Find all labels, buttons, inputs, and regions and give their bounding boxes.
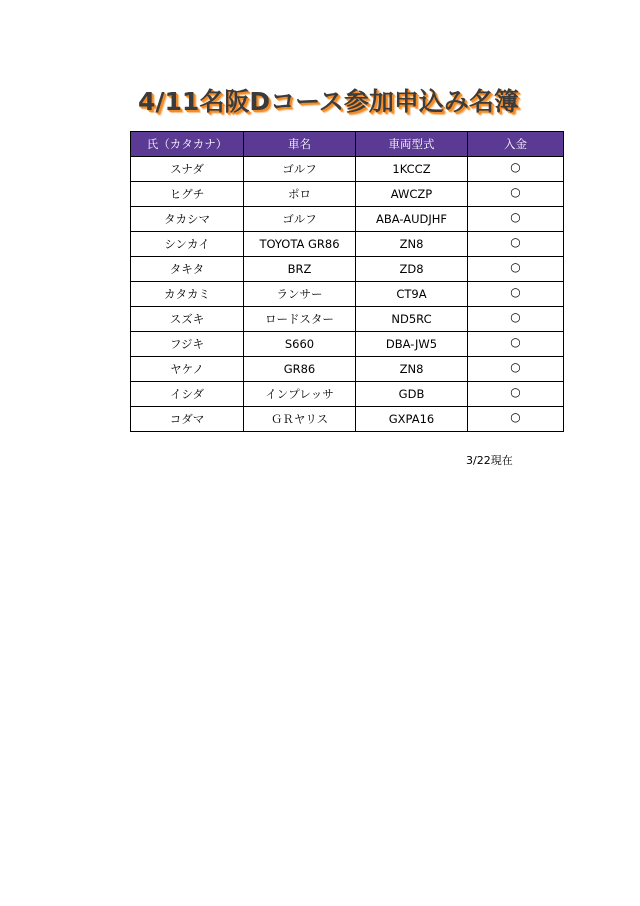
cell-name: ヒグチ	[131, 182, 244, 207]
paid-mark: ○	[510, 160, 521, 174]
cell-paid	[468, 282, 564, 307]
paid-mark: ○	[510, 385, 521, 399]
cell-car: ロードスター	[244, 307, 356, 332]
cell-paid	[468, 257, 564, 282]
cell-car: S660	[244, 332, 356, 357]
cell-model: ZD8	[356, 257, 468, 282]
paid-mark: ○	[510, 310, 521, 324]
cell-name: カタカミ	[131, 282, 244, 307]
cell-paid	[468, 157, 564, 182]
cell-car: ランサー	[244, 282, 356, 307]
paid-mark: ○	[510, 335, 521, 349]
cell-model: CT9A	[356, 282, 468, 307]
table-row	[131, 207, 564, 232]
table-row	[131, 332, 564, 357]
cell-name: フジキ	[131, 332, 244, 357]
cell-model: ABA-AUDJHF	[356, 207, 468, 232]
table-row	[131, 382, 564, 407]
cell-car: ゴルフ	[244, 207, 356, 232]
table-row	[131, 257, 564, 282]
cell-model: ND5RC	[356, 307, 468, 332]
table-row	[131, 157, 564, 182]
cell-car: TOYOTA GR86	[244, 232, 356, 257]
cell-car: ポロ	[244, 182, 356, 207]
cell-model: GDB	[356, 382, 468, 407]
paid-mark: ○	[510, 410, 521, 424]
cell-car: GR86	[244, 357, 356, 382]
cell-paid	[468, 332, 564, 357]
table-row	[131, 182, 564, 207]
cell-model: DBA-JW5	[356, 332, 468, 357]
cell-name: スナダ	[131, 157, 244, 182]
paid-mark: ○	[510, 185, 521, 199]
cell-model: ZN8	[356, 232, 468, 257]
paid-mark: ○	[510, 360, 521, 374]
cell-name: スズキ	[131, 307, 244, 332]
header-model: 車両型式	[356, 132, 468, 157]
table-row	[131, 407, 564, 432]
table-row	[131, 307, 564, 332]
cell-model: ZN8	[356, 357, 468, 382]
header-name: 氏（カタカナ）	[131, 132, 244, 157]
table-row	[131, 232, 564, 257]
paid-mark: ○	[510, 210, 521, 224]
cell-paid	[468, 382, 564, 407]
table-row	[131, 282, 564, 307]
paid-mark: ○	[510, 285, 521, 299]
cell-car: インプレッサ	[244, 382, 356, 407]
cell-model: GXPA16	[356, 407, 468, 432]
cell-paid	[468, 307, 564, 332]
cell-name: タキタ	[131, 257, 244, 282]
cell-name: コダマ	[131, 407, 244, 432]
header-paid: 入金	[468, 132, 564, 157]
cell-paid	[468, 182, 564, 207]
cell-paid	[468, 232, 564, 257]
cell-paid	[468, 207, 564, 232]
table-header-row	[131, 132, 564, 157]
table-row	[131, 357, 564, 382]
cell-paid	[468, 357, 564, 382]
cell-name: イシダ	[131, 382, 244, 407]
as-of-note: 3/22現在	[466, 454, 513, 467]
cell-name: シンカイ	[131, 232, 244, 257]
header-car: 車名	[244, 132, 356, 157]
cell-name: タカシマ	[131, 207, 244, 232]
cell-car: BRZ	[244, 257, 356, 282]
page-title: 4/11名阪Dコース参加申込み名簿	[138, 87, 519, 116]
cell-car: ゴルフ	[244, 157, 356, 182]
cell-model: 1KCCZ	[356, 157, 468, 182]
cell-model: AWCZP	[356, 182, 468, 207]
cell-car: ＧＲヤリス	[244, 407, 356, 432]
cell-name: ヤケノ	[131, 357, 244, 382]
cell-paid	[468, 407, 564, 432]
paid-mark: ○	[510, 235, 521, 249]
paid-mark: ○	[510, 260, 521, 274]
participant-table	[130, 131, 564, 432]
